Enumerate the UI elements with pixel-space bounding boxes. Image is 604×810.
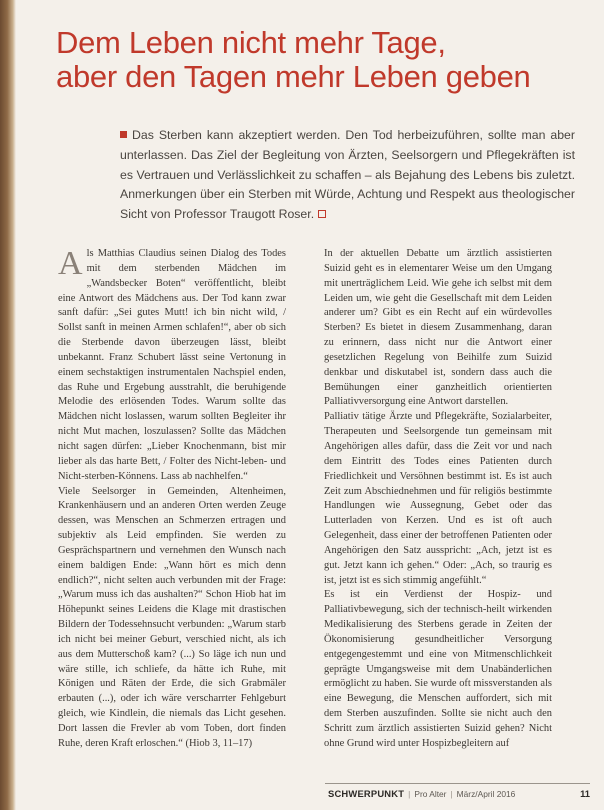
body-paragraph: Palliativ tätige Ärzte und Pflegekräfte, Sozialarbeiter, Therapeuten und Seelsorgende tun gemeinsam mit Angehörigen alles dafür, dass die Zeit vor und nach dem Eintritt des Todes eines Patienten durch Friedlichkeit und Versöhnen bestimmt ist. Es ist auch Zeit zum Abschiednehmen und für religiös bestimmte Handlungen wie Aussegnung, Gebet oder das Lutterladen von Kerzen. Und es ist oft auch Gelegenheit, dass einer der betroffenen Patienten oder Angehörigen den Satz ausspricht: „Ach, jetzt ist es gut. Jetzt kann ich gehen.“ Oder: „Ach, so traurig es ist, jetzt ist es sich stimmig angefühlt.“ <box>324 411 552 586</box>
footer-rule <box>325 783 590 784</box>
footer-separator: | <box>408 789 411 799</box>
title-line-1: Dem Leben nicht mehr Tage, <box>56 25 446 60</box>
body-column-right <box>324 247 552 752</box>
lead-paragraph <box>120 126 575 225</box>
body-paragraph: In der aktuellen Debatte um ärztlich assistierten Suizid geht es in elementarer Weise um den Umgang mit unerträglichem Leid. Wie gehe ich selbst mit dem Leiden um, wie geht die Gesellschaft mit dem Leiden anderer um? Gibt es ein Recht auf ein würdevolles Sterben? Es bietet in diesem Zusammenhang, daran zu erinnern, dass nicht nur die Antwort einer gesetzlichen Regelung von Beihilfe zum Suizid denkbar und diskutabel ist, sondern dass auch die Bemühungen einer ganzheitlich orientierten Palliativversorgung eine Antwort darstellen. <box>324 248 552 408</box>
footer-issue: März/April 2016 <box>456 789 516 799</box>
page-footer <box>328 788 590 799</box>
article-title <box>56 26 586 94</box>
lead-start-square-icon <box>120 131 127 138</box>
drop-cap: A <box>58 245 83 282</box>
footer-section-label: SCHWERPUNKT <box>328 788 405 799</box>
body-paragraph: Es ist ein Verdienst der Hospiz- und Palliativbewegung, sich der technisch-heilt wirkenden Medikalisierung des Sterbens gerade in Zeiten der Ökonomisierung gesundheitlicher Versorgung entgegengestemmt und eine von Mitmenschlichkeit geprägte Umgangsweise mit dem Unabänderlichen ermöglicht zu haben. Sie wurde oft missverstanden als eine Bewegung, die Menschen auffordert, sich mit dem Sterben auszufinden. Sollte sie nicht auch den Schritt zum ärztlich assistierten Suizid gehen? Nicht ohne Grund wird unter Hospizbegleitern auf <box>324 589 552 749</box>
photo-edge-strip <box>0 0 16 810</box>
lead-text: Das Sterben kann akzeptiert werden. Den Tod herbeizuführen, sollte man aber unterlassen. Das Ziel der Begleitung von Ärzten, Seelsorgern und Pflegekräften ist es Vertrauen und Verlässlichkeit zu schaffen – als Bejahung des Lebens bis zuletzt. Anmerkungen über ein Sterben mit Würde, Achtung und Respekt aus theologischer Sicht von Professor Traugott Roser. <box>120 128 575 222</box>
footer-separator: | <box>450 789 453 799</box>
title-line-2: aber den Tagen mehr Leben geben <box>56 59 531 94</box>
lead-end-square-icon <box>318 210 326 218</box>
body-paragraph: ls Matthias Claudius seinen Dialog des Todes mit dem sterbenden Mädchen im „Wandsbecker Boten“ veröffentlicht, bleibt eine Antwort des Mädchens aus. Der Tod kann zwar sanft dafür: „Sei gutes Mutt! ich bin nicht wild, / Sollst sanft in meinen Armen schlafen!“, aber ob sich die Sterbende davon überzeugen lässt, bleibt unbekannt. Franz Schubert lässt seine Vertonung in einem sechstaktigen instrumentalen Nachspiel enden, das Ruhe und Ergebung ausstrahlt, die beruhigende Melodie des erlösenden Todes. Warum sollte das Mädchen nicht loslassen, warum sollten Begleiter ihr nicht Mut machen, loszulassen? Sollte das Mädchen nicht sagen dürfen: „Lieber Knochenmann, bist mir lieber als das harte Bett, / Folter des Nicht-leben- und Nicht-sterben-Könnens. Lass ab nachhelfen.“ <box>58 248 286 482</box>
page-number: 11 <box>580 788 590 799</box>
body-column-left <box>58 247 286 752</box>
footer-magazine: Pro Alter <box>414 789 447 799</box>
body-paragraph: Viele Seelsorger in Gemeinden, Altenheimen, Krankenhäusern und an anderen Orten werden Zeuge dessen, was Menschen an Schmerzen ertragen und subjektiv als Leid empfinden. Sie werden zu Gesprächspartnern und vernehmen den Wunsch nach einem baldigen Ende: „Wann hört es mich denn endlich?“, nicht selten auch verbunden mit der Frage: „Warum muss ich das aushalten?“ Schon Hiob hat im Höhepunkt seines Leidens die Klage mit drastischen Bildern der Todessehnsucht verbunden: „Warum starb ich nicht bei meiner Geburt, verschied nicht, als ich aus dem Mutterschoß kam? (...) So läge ich nun und wäre stille, ich schliefe, da hätte ich Ruhe, mit Königen und Räten der Erde, die sich Grabmäler erbauten (...), oder ich wäre verscharrter Fehlgeburt gleich, wie Kindlein, die niemals das Licht gesehen. Dort lassen die Frevler ab vom Toben, dort finden Ruhe, deren Kraft erloschen.“ (Hiob 3, 11–17) <box>58 485 286 749</box>
